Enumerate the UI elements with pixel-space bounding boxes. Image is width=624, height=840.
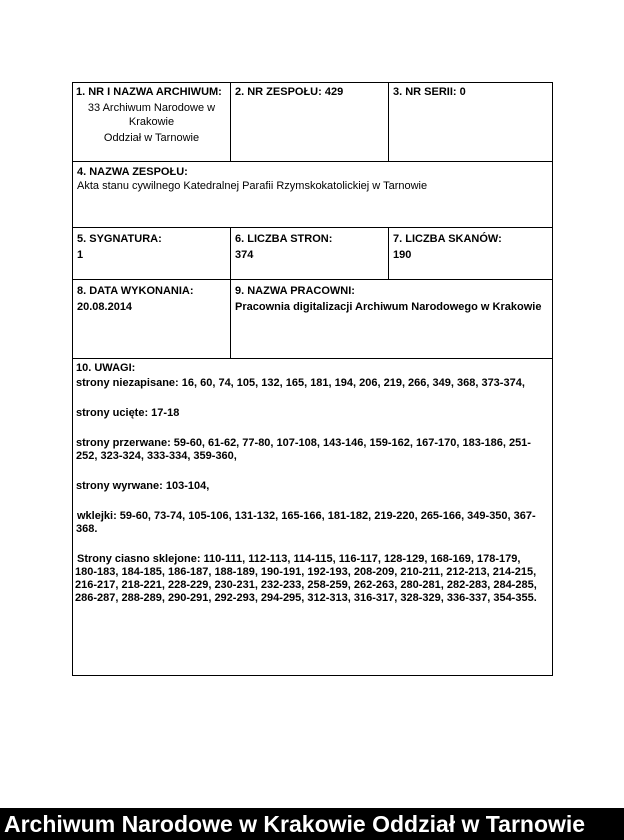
metadata-form (72, 82, 553, 676)
notes-label: 10. UWAGI: (76, 362, 136, 374)
pages-value: 374 (235, 249, 254, 261)
date-value: 20.08.2014 (77, 301, 133, 313)
signature-value: 1 (77, 249, 84, 261)
archive-line-2: Krakowie (128, 116, 175, 128)
archive-line-1: 33 Archiwum Narodowe w (87, 102, 216, 114)
scans-label: 7. LICZBA SKANÓW: (393, 233, 502, 245)
workshop-label: 9. NAZWA PRACOWNI: (235, 285, 355, 297)
archive-label: 1. NR I NAZWA ARCHIWUM: (76, 86, 222, 98)
note-tight-pages-line-4: 286-287, 288-289, 290-291, 292-293, 294-295, 312-313, 316-317, 328-329, 336-337, 354-355. (75, 592, 537, 604)
note-inserts-line-1: wklejki: 59-60, 73-74, 105-106, 131-132, 165-166, 181-182, 219-220, 265-166, 349-350, 367- (77, 510, 536, 522)
workshop-value: Pracownia digitalizacji Archiwum Narodowego w Krakowie (235, 301, 542, 313)
fonds-name-value: Akta stanu cywilnego Katedralnej Parafii Rzymskokatolickiej w Tarnowie (77, 180, 428, 192)
date-label: 8. DATA WYKONANIA: (77, 285, 194, 297)
note-tight-pages-line-2: 180-183, 184-185, 186-187, 188-189, 190-191, 192-193, 208-209, 210-211, 212-213, 214-215, (75, 566, 537, 578)
fonds-name-label: 4. NAZWA ZESPOŁU: (77, 166, 188, 178)
workshop-cell (230, 279, 553, 359)
note-tight-pages-line-1: Strony ciasno sklejone: 110-111, 112-113, 114-115, 116-117, 128-129, 168-169, 178-179, (77, 553, 521, 565)
note-cut-pages: strony ucięte: 17-18 (76, 407, 180, 419)
series-cell (388, 82, 553, 162)
signature-cell (72, 227, 231, 280)
signature-label: 5. SYGNATURA: (77, 233, 162, 245)
date-cell (72, 279, 231, 359)
note-torn-out-pages: strony wyrwane: 103-104, (76, 480, 210, 492)
note-torn-pages-line-2: 252, 323-324, 333-334, 359-360, (76, 450, 237, 462)
notes-cell (72, 358, 553, 676)
note-inserts-line-2: 368. (76, 523, 98, 535)
pages-cell (230, 227, 389, 280)
note-tight-pages-line-3: 216-217, 218-221, 228-229, 230-231, 232-233, 258-259, 262-263, 280-281, 282-283, 284-285, (75, 579, 537, 591)
series-label: 3. NR SERII: 0 (393, 86, 466, 98)
pages-label: 6. LICZBA STRON: (235, 233, 333, 245)
scans-value: 190 (393, 249, 412, 261)
fonds-number-cell (230, 82, 389, 162)
note-blank-pages: strony niezapisane: 16, 60, 74, 105, 132, 165, 181, 194, 206, 219, 266, 349, 368, 373-374, (76, 377, 525, 389)
fonds-number-label: 2. NR ZESPOŁU: 429 (235, 86, 344, 98)
fonds-name-cell (72, 161, 553, 228)
note-torn-pages-line-1: strony przerwane: 59-60, 61-62, 77-80, 107-108, 143-146, 159-162, 167-170, 183-186, 251- (76, 437, 531, 449)
scans-cell (388, 227, 553, 280)
archive-cell (72, 82, 231, 162)
archive-line-3: Oddział w Tarnowie (103, 132, 200, 144)
archive-footer-banner: Archiwum Narodowe w Krakowie Oddział w Tarnowie (0, 808, 624, 840)
